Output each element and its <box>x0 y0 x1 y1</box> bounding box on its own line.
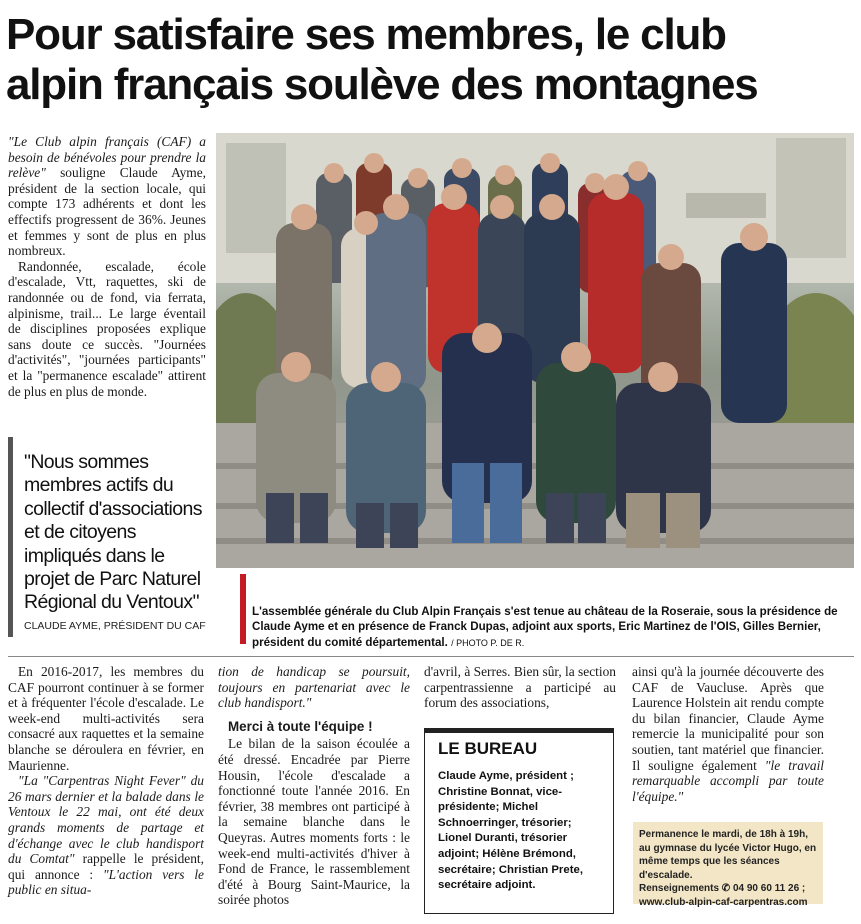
info-box <box>633 822 823 908</box>
intro-paragraph-1 <box>8 134 206 259</box>
bureau-title: LE BUREAU <box>438 739 538 758</box>
body-column-2 <box>218 664 410 908</box>
bureau-members: Claude Ayme, président ; Christine Bonnat, vice-présidente; Michel Schnoerringer, trésorier; Lionel Duranti, trésorier adjoint; Hélène Brémond, secrétaire; Christian Prete, secrétaire adjoint. <box>438 770 583 892</box>
body-column-3 <box>424 664 616 711</box>
col1-text: rappelle le président, qui annonce : <box>8 851 204 882</box>
headline-line-2: alpin français soulève des montagnes <box>6 60 758 109</box>
caption-text: L'assemblée générale du Club Alpin Français s'est tenue au château de la Roseraie, sous la présidence de Claude Ayme et en présence de Franck Dupas, adjoint aux sports, Eric Martinez de l'OIS, Gilles Bernier, président du comité départemental. <box>252 605 838 649</box>
col4-quote: "le travail remarquable accompli par toute l'équipe." <box>632 757 825 804</box>
intro-quote: "Le Club alpin français (CAF) a besoin de bénévoles pour prendre la relève" <box>8 134 206 181</box>
intro-paragraph-2: Randonnée, escalade, école d'escalade, Vtt, raquettes, ski de randonnée ou de fond, via ferrata, alpinisme, trail... Le large éventail de disciplines proposées explique sans doute ce succès. "Journées d'activités", "journées participants" et la "permanence escalade" attirent de plus en plus de monde. <box>8 258 206 399</box>
col2-paragraph-1: tion de handicap se poursuit, toujours en partenariat avec le club handisport." <box>218 664 410 711</box>
body-column-1 <box>8 664 204 898</box>
intro-text: souligne Claude Ayme, président de la section locale, qui compte 173 adhérents et dont les effectifs progressent de 36%. Jeunes et femmes y sont de plus en plus nombreux. <box>8 165 206 259</box>
col2-paragraph-2: Le bilan de la saison écoulée a été dressé. Encadrée par Pierre Housin, l'école d'escalade a fonctionné toute l'année 2016. En février, 38 membres ont participé à la semaine blanche dans le Queyras. Autres moments forts : le week-end multi-activités d'hiver à Fond de France, le rassemblement d'été à Bourg Saint-Maurice, la soirée photos <box>218 736 410 908</box>
col4-paragraph-1 <box>632 664 824 804</box>
info-contact: Renseignements ✆ 04 90 60 11 26 ; www.club-alpin-caf-carpentras.com <box>639 883 808 908</box>
section-divider <box>8 656 854 657</box>
headline-line-1: Pour satisfaire ses membres, le club <box>6 10 726 59</box>
col1-quote: "La "Carpentras Night Fever" du 26 mars dernier et la balade dans le Ventoux le 22 mai, ont été deux grands moments de partage et d'échange avec le club handisport du Comtat" <box>8 773 204 867</box>
pullquote-text: "Nous sommes membres actifs du collectif d'associations et de citoyens impliqués dans le projet de Parc Naturel Régional du Ventoux" <box>24 451 202 614</box>
col3-paragraph-1: d'avril, à Serres. Bien sûr, la section carpentrassienne a participé au forum des associations, <box>424 664 616 711</box>
body-column-4 <box>632 664 824 804</box>
col1-paragraph-1: En 2016-2017, les membres du CAF pourront continuer à se former et à fréquenter l'école d'escalade. Le week-end multi-activités sera consacré aux raquettes et la semaine blanche se déroulera en février, en Maurienne. <box>8 664 204 773</box>
photo-illustration <box>216 133 854 568</box>
col4-text: ainsi qu'à la journée découverte des CAF de Vaucluse. Après que Laurence Holstein ait rendu compte du bilan financier, Claude Ayme remercie la municipalité pour son soutien, tant matériel que financier. Il souligne également <box>632 664 824 773</box>
col1-paragraph-2 <box>8 773 204 898</box>
col2-subheading: Merci à toute l'équipe ! <box>228 718 373 734</box>
photo-credit: / PHOTO P. DE R. <box>451 637 525 648</box>
info-hours: Permanence le mardi, de 18h à 19h, au gymnase du lycée Victor Hugo, en même temps que les séances d'escalade. <box>639 829 817 881</box>
photo-caption <box>252 604 854 651</box>
pullquote-author: CLAUDE AYME, PRÉSIDENT DU CAF <box>24 620 206 632</box>
col1-quote-2: "L'action vers le public en situa- <box>8 866 204 898</box>
caption-accent-bar <box>240 574 246 644</box>
headline <box>6 10 856 110</box>
intro-column <box>8 134 206 399</box>
group-photo <box>216 133 854 568</box>
